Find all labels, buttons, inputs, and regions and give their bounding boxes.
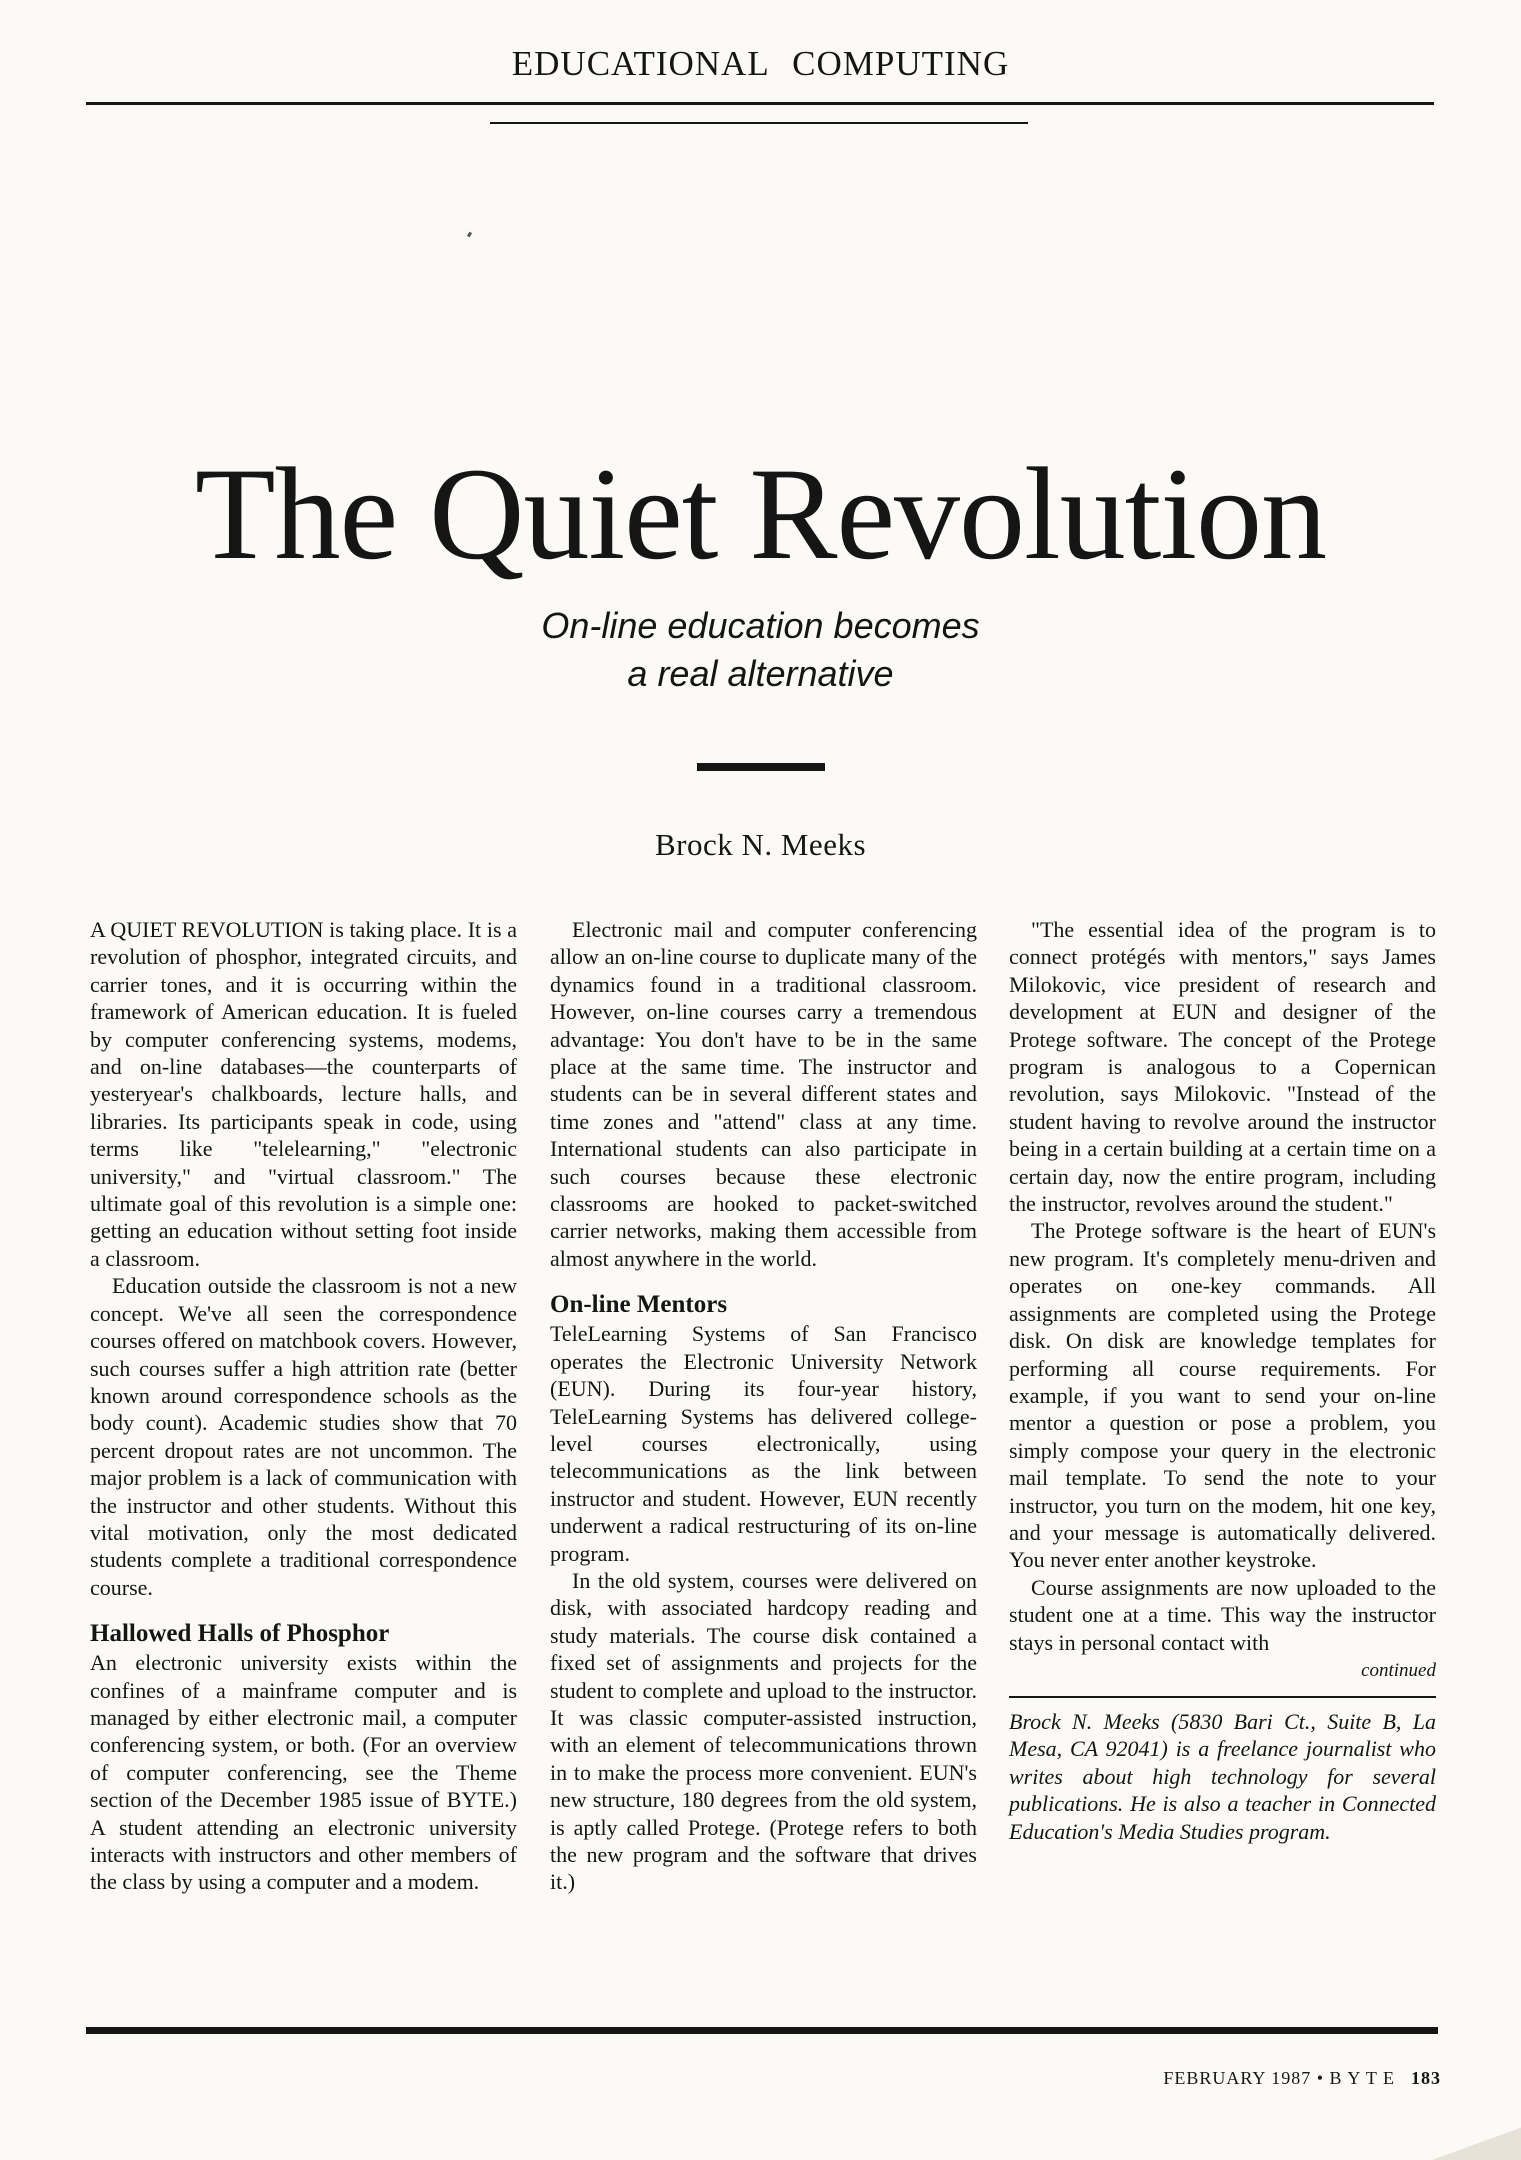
footer-rule: [86, 2027, 1438, 2034]
header-rule-short: [490, 122, 1028, 124]
paragraph: Course assignments are now uploaded to the student one at a time. This way the instructor stays in personal contact with: [1009, 1574, 1436, 1655]
paragraph: A QUIET REVOLUTION is taking place. It is a revolution of phosphor, integrated circuits, and carrier tones, and it is occurring within the framework of American education. It is fueled by computer conferencing systems, modems, and on-line databases—the counterparts of yesteryear's chalkboards, lecture halls, and libraries. Its participants speak in code, using terms like "telelearning," "electronic university," and "virtual classroom." The ultimate goal of this revolution is a simple one: getting an education without setting foot inside a classroom.: [90, 917, 517, 1271]
author-byline: Brock N. Meeks: [654, 827, 867, 862]
page-footer: [1163, 2068, 1441, 2089]
author-bio: Brock N. Meeks (5830 Bari Ct., Suite B, La Mesa, CA 92041) is a freelance journalist who writes about high technology for several publications. He is also a teacher in Connected Education's Media Studies program.: [1009, 1708, 1436, 1844]
section-heading: On-line Mentors: [550, 1291, 728, 1319]
continued-label: continued: [1361, 1659, 1436, 1681]
header-rule: [86, 102, 1434, 105]
bio-rule: [1009, 1696, 1436, 1698]
paragraph: An electronic university exists within the confines of a mainframe computer and is managed by either electronic mail, a computer conferencing system, or both. (For an overview of computer conferencing, see the Theme section of the December 1985 issue of BYTE.) A student attending an electronic university interacts with instructors and other members of the class by using a computer and a modem.: [90, 1650, 517, 1895]
subtitle-line: On-line education becomes: [541, 605, 980, 646]
article-column-2: [550, 916, 977, 1896]
paragraph: In the old system, courses were delivered on disk, with associated hardcopy reading and study materials. The course disk contained a fixed set of assignments and projects for the student to complete and upload to the instructor. It was classic computer-assisted instruction, with an element of telecommunications thrown in to make the process more convenient. EUN's new structure, 180 degrees from the old system, is aptly called Protege. (Protege refers to both the new program and the software that drives it.): [550, 1567, 977, 1895]
paragraph: Electronic mail and computer conferencing allow an on-line course to duplicate many of the dynamics found in a traditional classroom. However, on-line courses carry a tremendous advantage: You don't have to be in the same place at the same time. The instructor and students can be in several different states and time zones and "attend" class at any time. International students can also participate in such courses because these electronic classrooms are hooked to packet-switched carrier networks, making them accessible from almost anywhere in the world.: [550, 917, 977, 1271]
paragraph: Education outside the classroom is not a new concept. We've all seen the correspondence courses offered on matchbook covers. However, such courses suffer a high attrition rate (better known around correspondence schools as the body count). Academic studies show that 70 percent dropout rates are not uncommon. The major problem is a lack of communication with the instructor and other students. Without this vital motivation, only the most dedicated students complete a traditional correspondence course.: [90, 1273, 517, 1600]
section-header: EDUCATIONAL COMPUTING: [511, 44, 1010, 83]
article-column-1: [90, 916, 517, 1896]
footer-issue: FEBRUARY 1987 • B Y T E: [1163, 2068, 1395, 2088]
print-speck: [467, 232, 472, 238]
article-column-3: [1009, 916, 1436, 1845]
article-title: The Quiet Revolution: [194, 440, 1327, 587]
section-heading: Hallowed Halls of Phosphor: [90, 1620, 390, 1648]
paragraph: "The essential idea of the program is to connect protégés with mentors," says James Milokovic, vice president of research and development at EUN and designer of the Protege software. The concept of the Protege program is analogous to a Copernican revolution, says Milokovic. "Instead of the student having to revolve around the instructor being in a certain building at a certain time on a certain day, now the entire program, including the instructor, revolves around the student.": [1009, 917, 1436, 1217]
subtitle-line: a real alternative: [627, 653, 894, 694]
title-divider: [697, 763, 825, 771]
page-number: 183: [1411, 2068, 1441, 2088]
article-subtitle: [0, 602, 1521, 698]
paragraph: TeleLearning Systems of San Francisco operates the Electronic University Network (EUN). During its four-year history, TeleLearning Systems has delivered college-level courses electronically, using telecommunications as the link between instructor and student. However, EUN recently underwent a radical restructuring of its on-line program.: [550, 1321, 977, 1566]
paragraph: The Protege software is the heart of EUN's new program. It's completely menu-driven and operates on one-key commands. All assignments are completed using the Protege disk. On disk are knowledge templates for performing all course requirements. For example, if you want to send your on-line mentor a question or pose a problem, you simply compose your query in the electronic mail template. To send the note to your instructor, you turn on the modem, hit one key, and your message is automatically delivered. You never enter another keystroke.: [1009, 1218, 1436, 1573]
page-corner-curl: [1431, 2120, 1521, 2160]
